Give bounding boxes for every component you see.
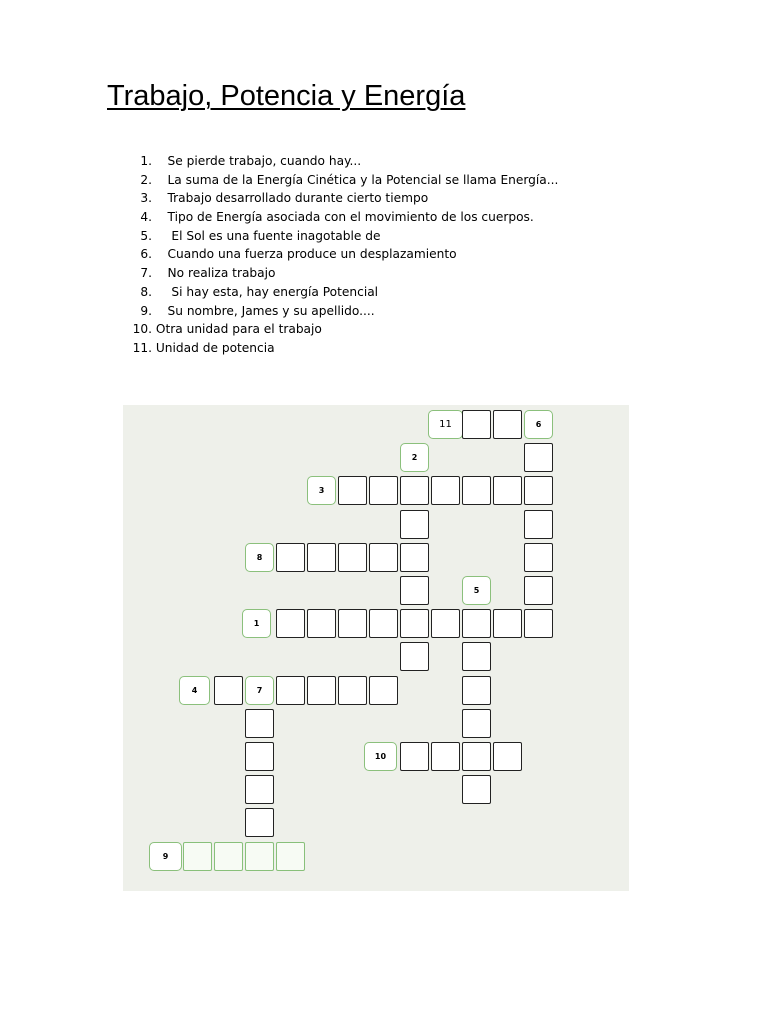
crossword-cell[interactable]	[369, 676, 398, 705]
clue-number: 4.	[140, 210, 152, 225]
clue-item	[123, 302, 558, 321]
clue-number: 3.	[140, 191, 152, 206]
clue-text: Trabajo desarrollado durante cierto tiempo	[167, 191, 429, 206]
crossword-cell[interactable]	[462, 742, 491, 771]
clue-number-badge: 10	[364, 742, 397, 771]
crossword-cell[interactable]	[245, 742, 274, 771]
crossword-cell[interactable]	[369, 609, 398, 638]
crossword-cell[interactable]	[400, 609, 429, 638]
crossword-cell[interactable]	[462, 775, 491, 804]
crossword-cell[interactable]	[431, 742, 460, 771]
clue-number-badge: 8	[245, 543, 274, 572]
crossword-cell[interactable]	[493, 609, 522, 638]
crossword-cell[interactable]	[462, 476, 491, 505]
clue-text: Otra unidad para el trabajo	[155, 322, 322, 337]
crossword-cell[interactable]	[431, 476, 460, 505]
crossword-cell[interactable]	[276, 842, 305, 871]
crossword-cell[interactable]	[493, 410, 522, 439]
clue-number: 5.	[140, 228, 152, 243]
clue-text: Tipo de Energía asociada con el movimiento de los cuerpos.	[167, 210, 534, 225]
crossword-cell[interactable]	[245, 842, 274, 871]
crossword-cell[interactable]	[183, 842, 212, 871]
clue-item	[123, 227, 558, 246]
crossword-cell[interactable]	[245, 808, 274, 837]
clue-item	[123, 339, 558, 358]
clue-number: 8.	[140, 284, 152, 299]
clue-number: 6.	[140, 247, 152, 262]
crossword-cell[interactable]	[400, 476, 429, 505]
clue-number: 10.	[132, 322, 152, 337]
clue-text: Su nombre, James y su apellido....	[167, 303, 375, 318]
clue-number: 11.	[132, 340, 152, 355]
clue-number: 2.	[140, 172, 152, 187]
clue-number: 1.	[140, 154, 152, 168]
crossword-cell[interactable]	[400, 543, 429, 572]
crossword-cell[interactable]	[276, 609, 305, 638]
clue-item	[123, 264, 558, 283]
clue-number-badge: 5	[462, 576, 491, 605]
crossword-cell[interactable]	[462, 676, 491, 705]
clue-item	[123, 245, 558, 264]
crossword-cell[interactable]	[338, 543, 367, 572]
clue-item	[123, 283, 558, 302]
crossword-cell[interactable]	[462, 410, 491, 439]
crossword-cell[interactable]	[276, 676, 305, 705]
crossword-cell[interactable]	[307, 543, 336, 572]
clue-number-badge: 11	[428, 410, 463, 439]
crossword-cell[interactable]	[338, 609, 367, 638]
crossword-cell[interactable]	[245, 709, 274, 738]
clue-item	[123, 152, 558, 171]
clue-text: Si hay esta, hay energía Potencial	[167, 284, 379, 299]
crossword-cell[interactable]	[524, 476, 553, 505]
clue-text: No realiza trabajo	[167, 266, 276, 281]
crossword-cell[interactable]	[369, 543, 398, 572]
clue-number-badge: 3	[307, 476, 336, 505]
crossword-cell[interactable]	[338, 676, 367, 705]
clue-list	[123, 152, 558, 358]
crossword-cell[interactable]	[524, 609, 553, 638]
clue-item	[123, 189, 558, 208]
crossword-cell[interactable]	[431, 609, 460, 638]
clue-number-badge: 2	[400, 443, 429, 472]
crossword-cell[interactable]	[493, 476, 522, 505]
crossword-cell[interactable]	[307, 676, 336, 705]
crossword-cell[interactable]	[493, 742, 522, 771]
clue-number-badge: 9	[149, 842, 182, 871]
crossword-grid	[123, 405, 629, 891]
clue-item	[123, 320, 558, 339]
crossword-cell[interactable]	[462, 709, 491, 738]
crossword-cell[interactable]	[214, 676, 243, 705]
clue-text: La suma de la Energía Cinética y la Potencial se llama Energía...	[167, 172, 559, 187]
crossword-cell[interactable]	[214, 842, 243, 871]
crossword-cell[interactable]	[462, 609, 491, 638]
crossword-cell[interactable]	[524, 543, 553, 572]
clue-text: El Sol es una fuente inagotable de	[167, 228, 381, 243]
crossword-cell[interactable]	[400, 576, 429, 605]
crossword-cell[interactable]	[245, 775, 274, 804]
crossword-cell[interactable]	[307, 609, 336, 638]
crossword-cell[interactable]	[276, 543, 305, 572]
clue-item	[123, 208, 558, 227]
crossword-cell[interactable]	[524, 510, 553, 539]
clue-text: Unidad de potencia	[155, 340, 275, 355]
clue-number: 7.	[140, 266, 152, 281]
crossword-cell[interactable]	[524, 576, 553, 605]
crossword-cell[interactable]	[462, 642, 491, 671]
crossword-cell[interactable]	[369, 476, 398, 505]
clue-text: Se pierde trabajo, cuando hay...	[167, 154, 362, 168]
clue-item	[123, 171, 558, 190]
clue-number-badge: 6	[524, 410, 553, 439]
crossword-cell[interactable]	[400, 642, 429, 671]
page-title: Trabajo, Potencia y Energía	[107, 80, 466, 112]
clue-number-badge: 4	[179, 676, 210, 705]
clue-number: 9.	[140, 303, 152, 318]
clue-number-badge: 7	[245, 676, 274, 705]
clue-number-badge: 1	[242, 609, 271, 638]
crossword-cell[interactable]	[400, 742, 429, 771]
crossword-cell[interactable]	[400, 510, 429, 539]
clue-text: Cuando una fuerza produce un desplazamiento	[167, 247, 457, 262]
crossword-cell[interactable]	[338, 476, 367, 505]
crossword-cell[interactable]	[524, 443, 553, 472]
